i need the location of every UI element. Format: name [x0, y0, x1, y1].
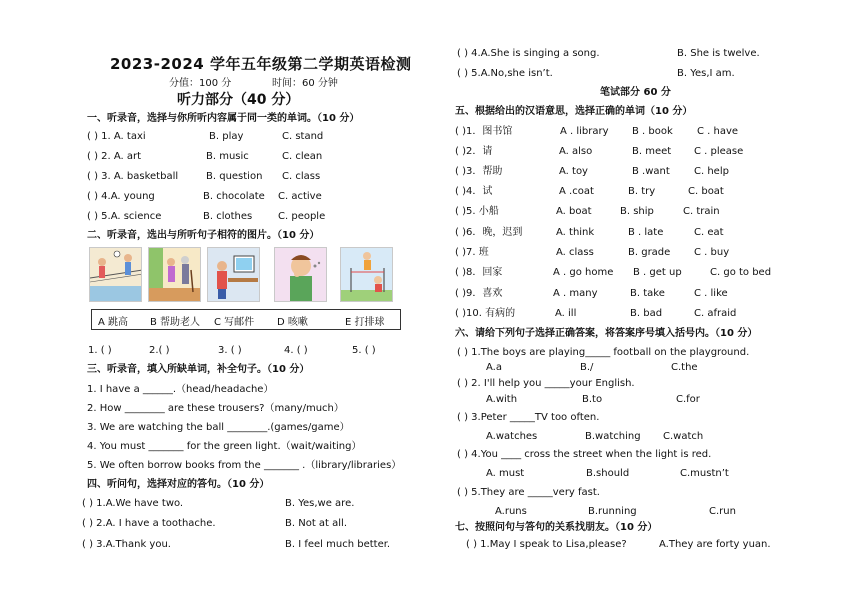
s5-option-c: C. eat — [694, 227, 724, 238]
s5-item: ( )8．回家 — [455, 267, 503, 278]
s6-option-a: A.with — [486, 394, 518, 405]
s1-row-b: B. chocolate — [203, 191, 265, 202]
s1-row-num: ( ) 4.A. young — [87, 191, 155, 202]
s6-option-b: B.to — [582, 394, 603, 405]
answer-slot-1[interactable]: 1. ( ) — [88, 345, 112, 356]
section-1-heading: 一、听录音，选择与你所听内容属于同一类的单词。（10 分） — [87, 113, 360, 124]
s6-question: ( ) 5.They are _____very fast. — [457, 487, 600, 498]
s5-item: ( )5. 小船 — [455, 206, 499, 217]
s5-option-c: C. go to bed — [710, 267, 772, 278]
s5-option-c: C . buy — [694, 247, 730, 258]
s5-option-a: A. think — [556, 227, 595, 238]
fill-sentence: 4. You must _______ for the green light.（wait/waiting） — [87, 441, 362, 452]
answer-slot-5[interactable]: 5. ( ) — [352, 345, 376, 356]
s5-option-b: B . get up — [633, 267, 682, 278]
s6-question: ( ) 2. I'll help you _____your English. — [457, 378, 635, 389]
s5-option-a: A .coat — [559, 186, 594, 197]
picture-labels-box — [91, 309, 401, 330]
s5-item: ( )10. 有病的 — [455, 308, 516, 319]
s5-option-c: C . please — [694, 146, 744, 157]
s5-option-a: A. toy — [559, 166, 588, 177]
time-info: 时间：60 分钟 — [272, 78, 338, 89]
s4-question: ( ) 1.A.We have two. — [82, 498, 184, 509]
s6-option-a: A.runs — [495, 506, 527, 517]
s4-question: ( ) 5.A.No,she isn’t. — [457, 68, 553, 79]
s4-option-b: B. Not at all. — [285, 518, 348, 529]
s1-row-c: C. active — [278, 191, 322, 202]
s6-question: ( ) 1.The boys are playing_____ football on the playground. — [457, 347, 750, 358]
section-6-heading: 六、请给下列句子选择正确答案，将答案序号填入括号内。（10 分） — [455, 328, 758, 339]
s5-item: ( )9．喜欢 — [455, 288, 503, 299]
s6-option-c: C.watch — [663, 431, 704, 442]
s5-option-a: A . library — [560, 126, 609, 137]
s1-row-num: ( ) 5.A. science — [87, 211, 162, 222]
left-column — [82, 0, 422, 608]
picture-volleyball-players — [89, 247, 142, 302]
s5-item: ( )7. 班 — [455, 247, 489, 258]
s1-row-c: C. clean — [282, 151, 323, 162]
s5-option-b: B. grade — [628, 247, 671, 258]
s5-option-c: C. boat — [688, 186, 724, 197]
s5-item: ( )2．请 — [455, 146, 493, 157]
picture-writing-email — [207, 247, 260, 302]
s1-row-b: B. music — [206, 151, 249, 162]
s6-option-c: C.mustn’t — [680, 468, 729, 479]
s6-option-a: A. must — [486, 468, 525, 479]
s6-option-b: B.should — [586, 468, 630, 479]
picture-helping-old-man — [148, 247, 201, 302]
fill-sentence: 5. We often borrow books from the _______ .（library/libraries） — [87, 460, 402, 471]
s5-option-b: B . late — [628, 227, 664, 238]
s5-item: ( )4．试 — [455, 186, 493, 197]
s4-option-b: B. Yes,we are. — [285, 498, 355, 509]
s5-option-a: A . many — [553, 288, 598, 299]
s4-question: ( ) 4.A.She is singing a song. — [457, 48, 600, 59]
s5-option-a: A. class — [556, 247, 594, 258]
page-title: 2023-2024 学年五年级第二学期英语检测 — [110, 55, 412, 73]
s5-option-a: A. also — [559, 146, 593, 157]
picture-label-c: C 写邮件 — [214, 317, 255, 328]
s1-row-c: C. stand — [282, 131, 324, 142]
s5-option-c: C. afraid — [694, 308, 737, 319]
s4-option-b: B. Yes,I am. — [677, 68, 735, 79]
picture-label-a: A 跳高 — [98, 317, 129, 328]
s6-option-b: B.watching — [585, 431, 641, 442]
section-5-heading: 五、根据给出的汉语意思，选择正确的单词（10 分） — [455, 106, 693, 117]
score-info: 分值：100 分 — [169, 78, 232, 89]
s6-option-c: C.the — [671, 362, 698, 373]
s6-question: ( ) 4.You ____ cross the street when the light is red. — [457, 449, 712, 460]
s6-option-b: B.running — [588, 506, 637, 517]
s5-option-c: C . like — [694, 288, 728, 299]
s4-question: ( ) 3.A.Thank you. — [82, 539, 171, 550]
s6-option-c: C.for — [676, 394, 700, 405]
s1-row-b: B. question — [206, 171, 263, 182]
s5-option-a: A . go home — [553, 267, 614, 278]
right-column — [452, 0, 792, 608]
s5-option-b: B. ship — [620, 206, 654, 217]
fill-sentence: 2. How ________ are these trousers?（many/much） — [87, 403, 344, 414]
s5-option-b: B. try — [628, 186, 656, 197]
answer-slot-2[interactable]: 2.( ) — [149, 345, 170, 356]
s4-option-b: B. She is twelve. — [677, 48, 760, 59]
s4-option-b: B. I feel much better. — [285, 539, 391, 550]
s5-option-c: C. help — [694, 166, 729, 177]
answer-slot-3[interactable]: 3. ( ) — [218, 345, 242, 356]
s1-row-b: B. clothes — [203, 211, 253, 222]
s5-item: ( )6．晚，迟到 — [455, 227, 523, 238]
s1-row-num: ( ) 3. A. basketball — [87, 171, 179, 182]
s6-option-a: A.a — [486, 362, 502, 373]
picture-label-b: B 帮助老人 — [150, 317, 201, 328]
picture-coughing-boy — [274, 247, 327, 302]
s1-row-num: ( ) 1. A. taxi — [87, 131, 146, 142]
fill-sentence: 3. We are watching the ball ________.(games/game） — [87, 422, 350, 433]
s1-row-c: C. class — [282, 171, 321, 182]
s1-row-num: ( ) 2. A. art — [87, 151, 142, 162]
s7-question: ( ) 1.May I speak to Lisa,please? — [466, 539, 627, 550]
picture-label-e: E 打排球 — [345, 317, 385, 328]
s5-option-a: A. ill — [555, 308, 577, 319]
s5-option-b: B . book — [632, 126, 673, 137]
s7-answer: A.They are forty yuan. — [659, 539, 771, 550]
s6-option-c: C.run — [709, 506, 736, 517]
s4-question: ( ) 2.A. I have a toothache. — [82, 518, 216, 529]
s6-option-b: B./ — [580, 362, 594, 373]
s1-row-b: B. play — [209, 131, 244, 142]
listening-title: 听力部分（40 分） — [177, 92, 300, 108]
s5-option-b: B. take — [630, 288, 665, 299]
s1-row-c: C. people — [278, 211, 326, 222]
picture-high-jump — [340, 247, 393, 302]
s5-option-b: B. meet — [632, 146, 672, 157]
section-2-heading: 二、听录音，选出与所听句子相符的图片。（10 分） — [87, 230, 320, 241]
s6-question: ( ) 3.Peter _____TV too often. — [457, 412, 600, 423]
s5-item: ( )1．图书馆 — [455, 126, 513, 137]
section-7-heading: 七、按照问句与答句的关系找朋友。（10 分） — [455, 522, 658, 533]
s5-option-c: C. train — [683, 206, 720, 217]
s5-option-c: C . have — [697, 126, 739, 137]
section-4-heading: 四、听问句，选择对应的答句。（10 分） — [87, 479, 270, 490]
picture-label-d: D 咳嗽 — [277, 317, 308, 328]
written-part-title: 笔试部分 60 分 — [600, 87, 671, 98]
answer-slot-4[interactable]: 4. ( ) — [284, 345, 308, 356]
section-3-heading: 三、听录音，填入所缺单词，补全句子。（10 分） — [87, 364, 310, 375]
s5-option-a: A. boat — [556, 206, 592, 217]
s5-option-b: B .want — [632, 166, 670, 177]
s6-option-a: A.watches — [486, 431, 538, 442]
s5-item: ( )3．帮助 — [455, 166, 503, 177]
fill-sentence: 1. I have a ______.（head/headache） — [87, 384, 274, 395]
s5-option-b: B. bad — [630, 308, 663, 319]
